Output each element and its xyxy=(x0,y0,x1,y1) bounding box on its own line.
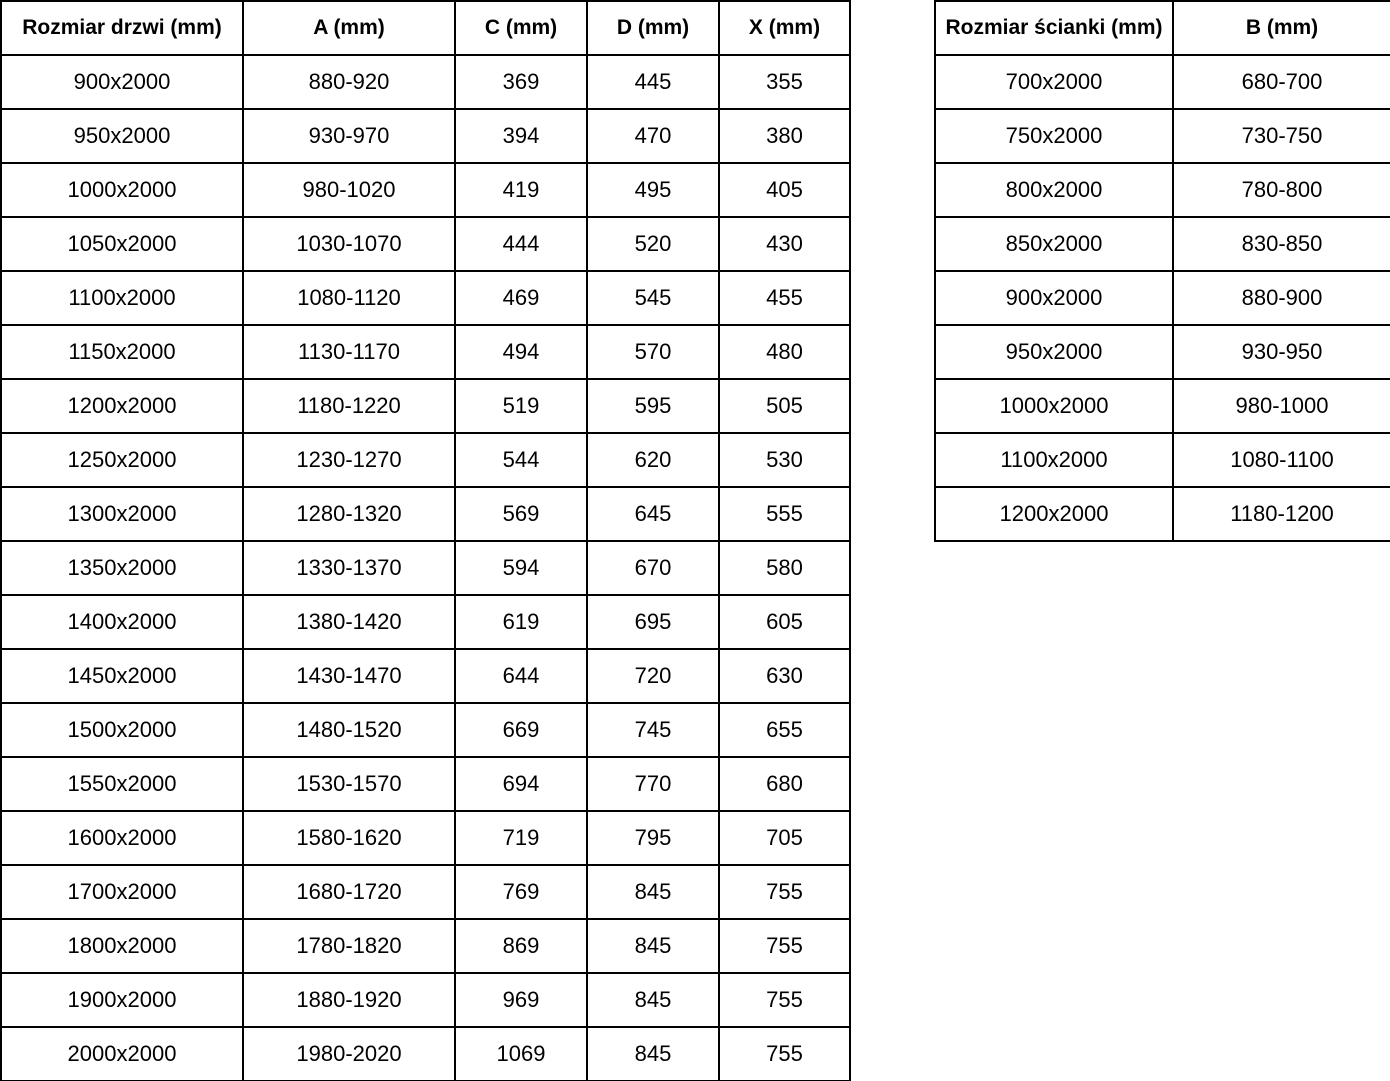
table-cell: 695 xyxy=(587,595,719,649)
column-header: Rozmiar drzwi (mm) xyxy=(1,1,243,55)
column-header: C (mm) xyxy=(455,1,587,55)
table-cell: 1530-1570 xyxy=(243,757,455,811)
table-cell: 719 xyxy=(455,811,587,865)
table-row xyxy=(1,163,850,217)
table-cell: 530 xyxy=(719,433,850,487)
table-row xyxy=(1,703,850,757)
table-cell: 2000x2000 xyxy=(1,1027,243,1081)
table-cell: 430 xyxy=(719,217,850,271)
table-cell: 755 xyxy=(719,865,850,919)
table-cell: 1180-1220 xyxy=(243,379,455,433)
table-row xyxy=(935,325,1390,379)
table-cell: 544 xyxy=(455,433,587,487)
table-cell: 755 xyxy=(719,1027,850,1081)
table-cell: 1000x2000 xyxy=(935,379,1173,433)
table-row xyxy=(935,271,1390,325)
table-cell: 745 xyxy=(587,703,719,757)
table-cell: 469 xyxy=(455,271,587,325)
table-cell: 1680-1720 xyxy=(243,865,455,919)
table-row xyxy=(1,649,850,703)
column-header: A (mm) xyxy=(243,1,455,55)
wall-size-table xyxy=(934,0,1390,542)
table-cell: 1450x2000 xyxy=(1,649,243,703)
table-row xyxy=(935,433,1390,487)
door-table-header-row xyxy=(1,1,850,55)
table-cell: 670 xyxy=(587,541,719,595)
column-header: X (mm) xyxy=(719,1,850,55)
table-cell: 755 xyxy=(719,973,850,1027)
table-cell: 769 xyxy=(455,865,587,919)
table-row xyxy=(935,55,1390,109)
table-cell: 694 xyxy=(455,757,587,811)
table-cell: 594 xyxy=(455,541,587,595)
table-cell: 545 xyxy=(587,271,719,325)
table-cell: 569 xyxy=(455,487,587,541)
column-header: D (mm) xyxy=(587,1,719,55)
table-cell: 780-800 xyxy=(1173,163,1390,217)
table-cell: 419 xyxy=(455,163,587,217)
column-header: Rozmiar ścianki (mm) xyxy=(935,1,1173,55)
table-cell: 495 xyxy=(587,163,719,217)
table-cell: 355 xyxy=(719,55,850,109)
table-cell: 1500x2000 xyxy=(1,703,243,757)
table-cell: 620 xyxy=(587,433,719,487)
wall-table-header-row xyxy=(935,1,1390,55)
table-cell: 680-700 xyxy=(1173,55,1390,109)
table-cell: 800x2000 xyxy=(935,163,1173,217)
table-cell: 1880-1920 xyxy=(243,973,455,1027)
table-cell: 755 xyxy=(719,919,850,973)
table-row xyxy=(1,919,850,973)
table-row xyxy=(1,757,850,811)
table-cell: 1050x2000 xyxy=(1,217,243,271)
table-cell: 950x2000 xyxy=(935,325,1173,379)
table-row xyxy=(1,55,850,109)
table-cell: 680 xyxy=(719,757,850,811)
table-cell: 644 xyxy=(455,649,587,703)
table-cell: 1430-1470 xyxy=(243,649,455,703)
table-row xyxy=(1,217,850,271)
table-cell: 1350x2000 xyxy=(1,541,243,595)
table-cell: 1330-1370 xyxy=(243,541,455,595)
table-cell: 1280-1320 xyxy=(243,487,455,541)
table-cell: 1000x2000 xyxy=(1,163,243,217)
table-cell: 869 xyxy=(455,919,587,973)
table-row xyxy=(935,163,1390,217)
table-row xyxy=(1,379,850,433)
table-cell: 730-750 xyxy=(1173,109,1390,163)
table-row xyxy=(1,1027,850,1081)
table-cell: 980-1000 xyxy=(1173,379,1390,433)
table-cell: 845 xyxy=(587,865,719,919)
table-cell: 1200x2000 xyxy=(1,379,243,433)
table-cell: 580 xyxy=(719,541,850,595)
table-cell: 669 xyxy=(455,703,587,757)
table-cell: 700x2000 xyxy=(935,55,1173,109)
table-cell: 795 xyxy=(587,811,719,865)
table-cell: 444 xyxy=(455,217,587,271)
table-row xyxy=(1,109,850,163)
table-cell: 405 xyxy=(719,163,850,217)
table-cell: 1080-1100 xyxy=(1173,433,1390,487)
table-cell: 705 xyxy=(719,811,850,865)
table-row xyxy=(1,325,850,379)
table-cell: 1080-1120 xyxy=(243,271,455,325)
table-cell: 1230-1270 xyxy=(243,433,455,487)
table-cell: 369 xyxy=(455,55,587,109)
table-cell: 555 xyxy=(719,487,850,541)
table-row xyxy=(1,433,850,487)
table-cell: 950x2000 xyxy=(1,109,243,163)
table-row xyxy=(935,217,1390,271)
table-cell: 980-1020 xyxy=(243,163,455,217)
table-cell: 845 xyxy=(587,1027,719,1081)
table-cell: 850x2000 xyxy=(935,217,1173,271)
table-cell: 1250x2000 xyxy=(1,433,243,487)
table-cell: 1900x2000 xyxy=(1,973,243,1027)
table-cell: 930-970 xyxy=(243,109,455,163)
table-cell: 645 xyxy=(587,487,719,541)
table-cell: 605 xyxy=(719,595,850,649)
column-header: B (mm) xyxy=(1173,1,1390,55)
table-cell: 900x2000 xyxy=(935,271,1173,325)
table-cell: 720 xyxy=(587,649,719,703)
table-cell: 595 xyxy=(587,379,719,433)
table-cell: 750x2000 xyxy=(935,109,1173,163)
table-row xyxy=(1,487,850,541)
table-row xyxy=(1,595,850,649)
table-cell: 470 xyxy=(587,109,719,163)
table-cell: 1400x2000 xyxy=(1,595,243,649)
table-row xyxy=(935,109,1390,163)
table-cell: 900x2000 xyxy=(1,55,243,109)
table-cell: 380 xyxy=(719,109,850,163)
table-row xyxy=(1,271,850,325)
table-cell: 1200x2000 xyxy=(935,487,1173,541)
table-cell: 1030-1070 xyxy=(243,217,455,271)
table-cell: 655 xyxy=(719,703,850,757)
table-cell: 494 xyxy=(455,325,587,379)
table-cell: 570 xyxy=(587,325,719,379)
table-cell: 845 xyxy=(587,919,719,973)
table-cell: 969 xyxy=(455,973,587,1027)
table-cell: 455 xyxy=(719,271,850,325)
table-cell: 930-950 xyxy=(1173,325,1390,379)
table-cell: 520 xyxy=(587,217,719,271)
table-cell: 1100x2000 xyxy=(935,433,1173,487)
table-cell: 1550x2000 xyxy=(1,757,243,811)
table-cell: 519 xyxy=(455,379,587,433)
table-cell: 630 xyxy=(719,649,850,703)
table-cell: 845 xyxy=(587,973,719,1027)
table-cell: 505 xyxy=(719,379,850,433)
table-cell: 1150x2000 xyxy=(1,325,243,379)
table-cell: 880-920 xyxy=(243,55,455,109)
table-cell: 880-900 xyxy=(1173,271,1390,325)
table-cell: 1700x2000 xyxy=(1,865,243,919)
table-cell: 770 xyxy=(587,757,719,811)
table-cell: 1380-1420 xyxy=(243,595,455,649)
table-cell: 480 xyxy=(719,325,850,379)
table-cell: 1300x2000 xyxy=(1,487,243,541)
table-row xyxy=(1,973,850,1027)
table-cell: 1069 xyxy=(455,1027,587,1081)
table-cell: 1180-1200 xyxy=(1173,487,1390,541)
table-cell: 1130-1170 xyxy=(243,325,455,379)
table-cell: 1100x2000 xyxy=(1,271,243,325)
table-row xyxy=(935,379,1390,433)
table-cell: 830-850 xyxy=(1173,217,1390,271)
table-row xyxy=(1,541,850,595)
table-cell: 1800x2000 xyxy=(1,919,243,973)
table-row xyxy=(1,811,850,865)
table-cell: 1780-1820 xyxy=(243,919,455,973)
table-cell: 1600x2000 xyxy=(1,811,243,865)
table-cell: 1980-2020 xyxy=(243,1027,455,1081)
table-row xyxy=(935,487,1390,541)
table-cell: 394 xyxy=(455,109,587,163)
table-cell: 1480-1520 xyxy=(243,703,455,757)
table-cell: 445 xyxy=(587,55,719,109)
table-cell: 619 xyxy=(455,595,587,649)
table-row xyxy=(1,865,850,919)
table-cell: 1580-1620 xyxy=(243,811,455,865)
